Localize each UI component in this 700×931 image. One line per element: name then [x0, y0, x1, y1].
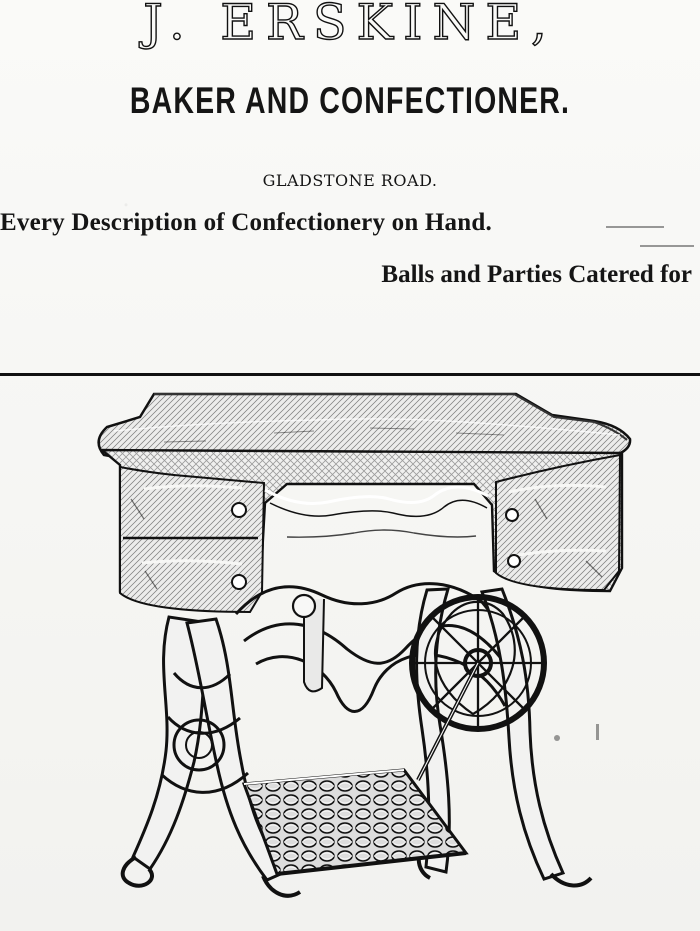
description-line: Every Description of Confectionery on Hand.	[0, 209, 492, 236]
print-speck	[596, 724, 599, 740]
print-speck	[640, 245, 694, 247]
merchant-name: J. ERSKINE,	[143, 0, 557, 51]
business-type: BAKER AND CONFECTIONER.	[129, 80, 571, 121]
print-speck	[606, 226, 664, 228]
print-speck	[554, 735, 560, 741]
catering-line: Balls and Parties Catered for	[381, 261, 692, 288]
address-line: GLADSTONE ROAD.	[262, 171, 438, 190]
sewing-machine-table-illustration	[84, 387, 640, 925]
section-divider	[0, 373, 700, 376]
